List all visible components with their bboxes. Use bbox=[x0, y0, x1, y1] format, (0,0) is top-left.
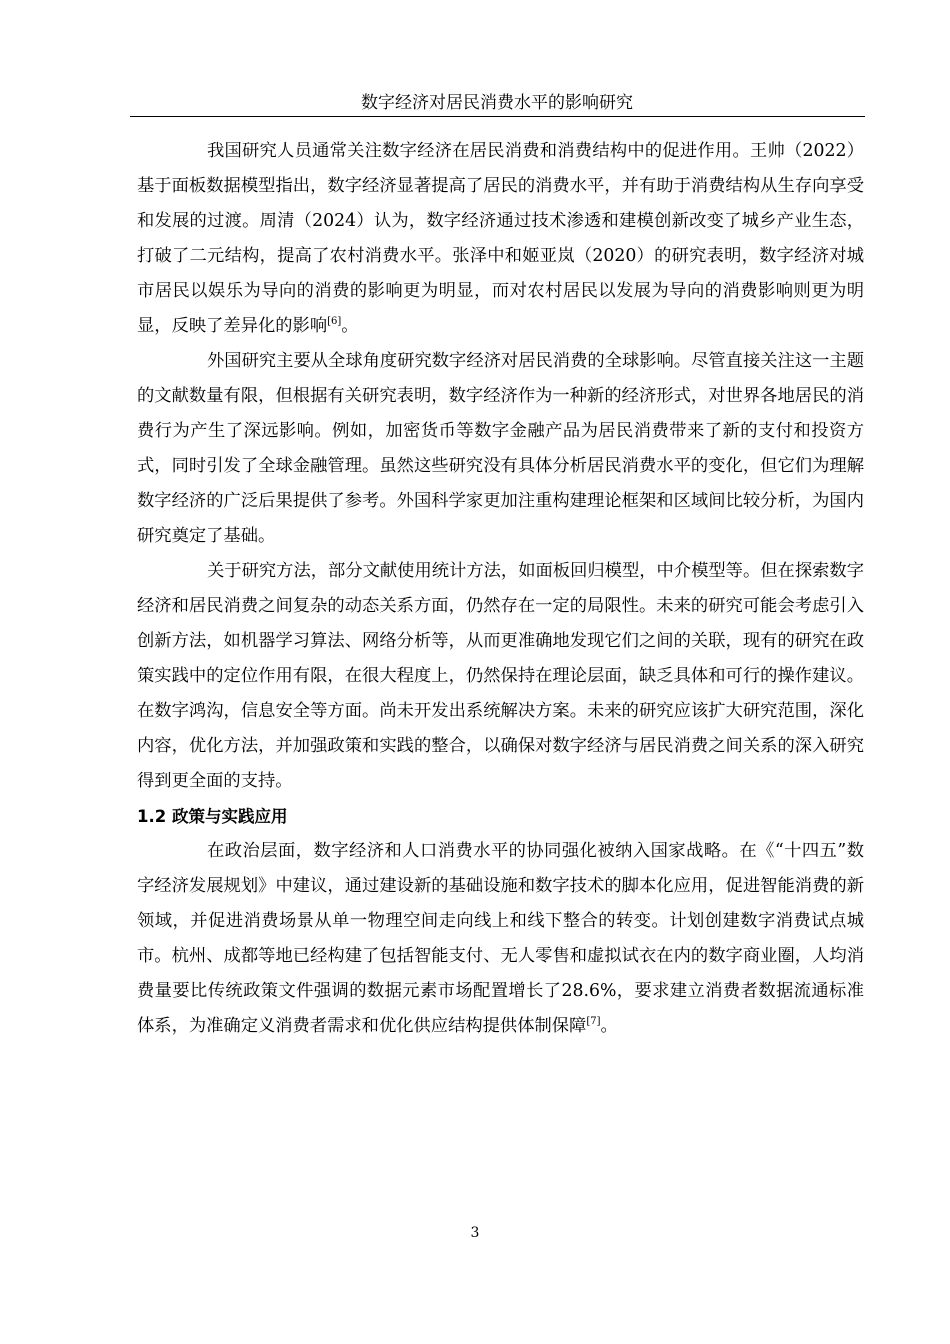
section-heading: 1.2 政策与实践应用 bbox=[137, 807, 288, 826]
citation[interactable]: [7] bbox=[586, 1016, 601, 1028]
paragraph-1 bbox=[137, 134, 864, 344]
page-number: 3 bbox=[470, 1225, 480, 1241]
running-header: 数字经济对居民消费水平的影响研究 bbox=[361, 93, 633, 113]
citation[interactable]: [6] bbox=[327, 316, 342, 328]
paragraph-4 bbox=[137, 834, 864, 1044]
paragraph-2 bbox=[137, 344, 864, 554]
paragraph-text: 我国研究人员通常关注数字经济在居民消费和消费结构中的促进作用。王帅（2022）基于面板数据模型指出，数字经济显著提高了居民的消费水平，并有助于消费结构从生存向享受和发展的过渡。周清（2024）认为，数字经济通过技术渗透和建模创新改变了城乡产业生态，打破了二元结构，提高了农村消费水平。张泽中和姬亚岚（2020）的研究表明，数字经济对城市居民以娱乐为导向的消费的影响更为明显，而对农村居民以发展为导向的消费影响则更为明显，反映了差异化的影响 bbox=[137, 141, 864, 336]
header-rule bbox=[130, 116, 865, 117]
body-text bbox=[137, 134, 864, 1044]
paragraph-text: 关于研究方法，部分文献使用统计方法，如面板回归模型，中介模型等。但在探索数字经济和居民消费之间复杂的动态关系方面，仍然存在一定的局限性。未来的研究可能会考虑引入创新方法，如机器学习算法、网络分析等，从而更准确地发现它们之间的关联，现有的研究在政策实践中的定位作用有限，在很大程度上，仍然保持在理论层面，缺乏具体和可行的操作建议。在数字鸿沟，信息安全等方面。尚未开发出系统解决方案。未来的研究应该扩大研究范围，深化内容，优化方法，并加强政策和实践的整合，以确保对数字经济与居民消费之间关系的深入研究得到更全面的支持。 bbox=[137, 561, 864, 791]
paragraph-3 bbox=[137, 554, 864, 799]
paragraph-text: 在政治层面，数字经济和人口消费水平的协同强化被纳入国家战略。在《“十四五”数字经济发展规划》中建议，通过建设新的基础设施和数字技术的脚本化应用，促进智能消费的新领域，并促进消费场景从单一物理空间走向线上和线下整合的转变。计划创建数字消费试点城市。杭州、成都等地已经构建了包括智能支付、无人零售和虚拟试衣在内的数字商业圈，人均消费量要比传统政策文件强调的数据元素市场配置增长了28.6%，要求建立消费者数据流通标准体系，为准确定义消费者需求和优化供应结构提供体制保障 bbox=[137, 841, 864, 1036]
paragraph-end: 。 bbox=[341, 316, 359, 336]
paragraph-text: 外国研究主要从全球角度研究数字经济对居民消费的全球影响。尽管直接关注这一主题的文献数量有限，但根据有关研究表明，数字经济作为一种新的经济形式，对世界各地居民的消费行为产生了深远影响。例如，加密货币等数字金融产品为居民消费带来了新的支付和投资方式，同时引发了全球金融管理。虽然这些研究没有具体分析居民消费水平的变化，但它们为理解数字经济的广泛后果提供了参考。外国科学家更加注重构建理论框架和区域间比较分析，为国内研究奠定了基础。 bbox=[137, 351, 864, 546]
paragraph-end: 。 bbox=[600, 1016, 618, 1036]
